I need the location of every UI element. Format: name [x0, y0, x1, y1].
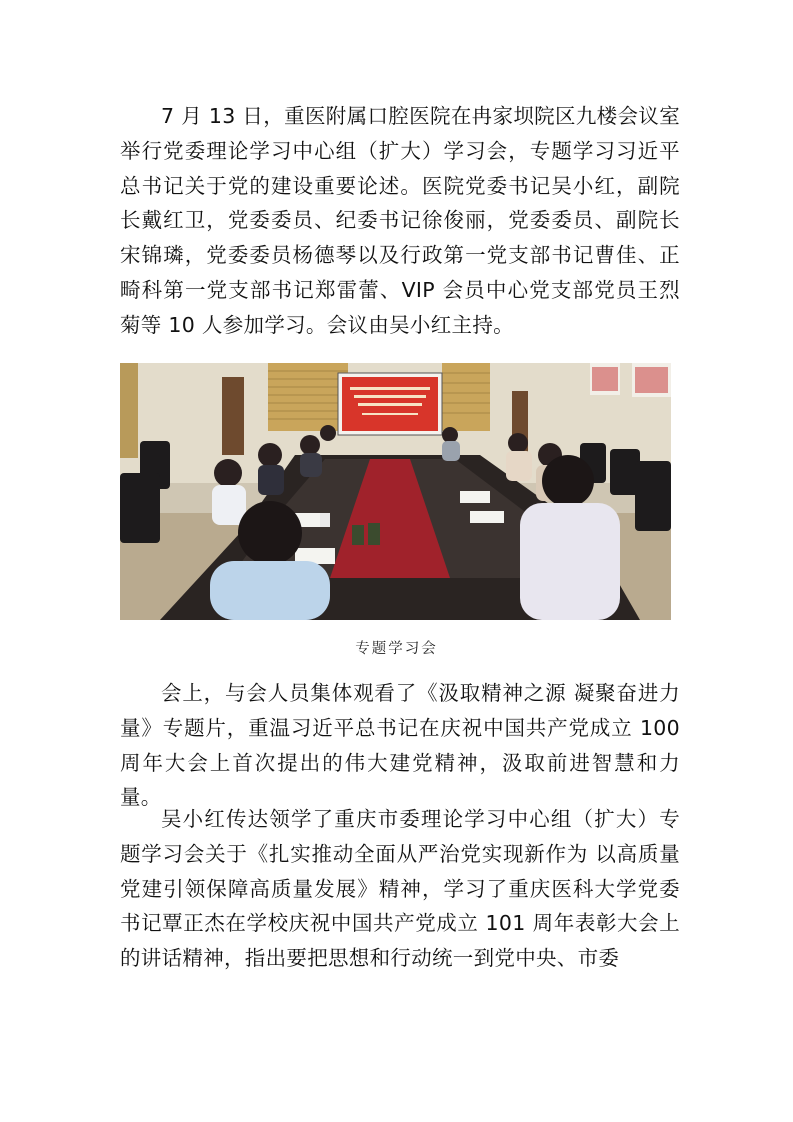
paragraph-film: 会上，与会人员集体观看了《汲取精神之源 凝聚奋进力量》专题片，重温习近平总书记在庆祝中国共产党成立 100 周年大会上首次提出的伟大建党精神，汲取前进智慧和力量。 [120, 681, 680, 810]
photo-caption: 专题学习会 [355, 641, 438, 657]
meeting-photo-illustration [120, 363, 671, 620]
meeting-photo [120, 363, 671, 620]
paragraph-study: 吴小红传达领学了重庆市委理论学习中心组（扩大）专题学习会关于《扎实推动全面从严治党实现新作为 以高质量党建引领保障高质量发展》精神，学习了重庆医科大学党委书记覃正杰在学校庆祝中国共产党成立 101 周年表彰大会上的讲话精神，指出要把思想和行动统一到党中央、市委 [120, 807, 680, 971]
paragraph-intro: 7 月 13 日，重医附属口腔医院在冉家坝院区九楼会议室举行党委理论学习中心组（扩大）学习会，专题学习习近平总书记关于党的建设重要论述。医院党委书记吴小红，副院长戴红卫，党委委员、纪委书记徐俊丽，党委委员、副院长宋锦璘，党委委员杨德琴以及行政第一党支部书记曹佳、正畸科第一党支部书记郑雷蕾、VIP 会员中心党支部党员王烈菊等 10 人参加学习。会议由吴小红主持。 [120, 104, 680, 337]
